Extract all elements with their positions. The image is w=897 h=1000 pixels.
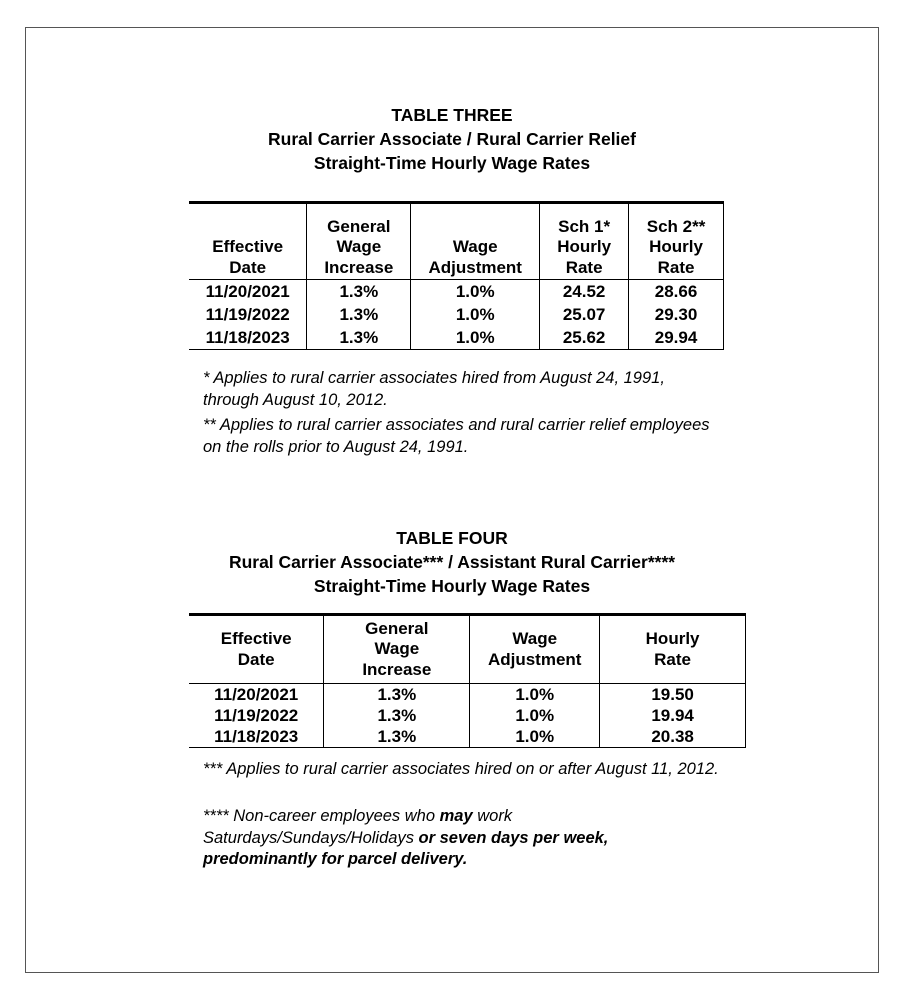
footnote-text: **** Non-career employees who bbox=[203, 807, 440, 825]
cell-general-wage-increase: 1.3% bbox=[307, 280, 411, 304]
cell-wage-adjustment: 1.0% bbox=[470, 705, 600, 726]
table-four-subtitle: Rural Carrier Associate*** / Assistant Rural Carrier**** bbox=[228, 552, 676, 572]
table-row bbox=[189, 280, 724, 304]
header-wage-adjustment: Wage Adjustment bbox=[411, 203, 540, 280]
header-hourly-rate: Hourly Rate bbox=[600, 615, 746, 684]
table-row bbox=[189, 726, 746, 748]
cell-sch2-rate: 29.30 bbox=[629, 303, 724, 326]
table-row bbox=[189, 326, 724, 350]
cell-effective-date: 11/20/2021 bbox=[189, 280, 307, 304]
cell-sch2-rate: 29.94 bbox=[629, 326, 724, 350]
cell-general-wage-increase: 1.3% bbox=[324, 684, 470, 706]
table-three bbox=[189, 201, 724, 350]
cell-effective-date: 11/18/2023 bbox=[189, 326, 307, 350]
header-wage-adjustment: Wage Adjustment bbox=[470, 615, 600, 684]
cell-wage-adjustment: 1.0% bbox=[470, 726, 600, 748]
cell-general-wage-increase: 1.3% bbox=[307, 326, 411, 350]
footnote-emphasis: may bbox=[439, 807, 473, 825]
cell-hourly-rate: 19.50 bbox=[600, 684, 746, 706]
table-four-caption: Straight-Time Hourly Wage Rates bbox=[313, 576, 591, 596]
cell-wage-adjustment: 1.0% bbox=[470, 684, 600, 706]
header-sch1-hourly-rate: Sch 1* Hourly Rate bbox=[540, 203, 629, 280]
table-four-title: TABLE FOUR bbox=[396, 528, 508, 548]
header-general-wage-increase: General Wage Increase bbox=[307, 203, 411, 280]
header-general-wage-increase: General Wage Increase bbox=[324, 615, 470, 684]
header-sch2-hourly-rate: Sch 2** Hourly Rate bbox=[629, 203, 724, 280]
cell-general-wage-increase: 1.3% bbox=[307, 303, 411, 326]
cell-wage-adjustment: 1.0% bbox=[411, 280, 540, 304]
cell-sch1-rate: 25.07 bbox=[540, 303, 629, 326]
table-three-subtitle: Rural Carrier Associate / Rural Carrier Relief bbox=[268, 129, 636, 149]
cell-hourly-rate: 20.38 bbox=[600, 726, 746, 748]
table-header-row bbox=[189, 203, 724, 280]
table-four-footnote-2 bbox=[203, 806, 693, 871]
cell-wage-adjustment: 1.0% bbox=[411, 326, 540, 350]
cell-effective-date: 11/19/2022 bbox=[189, 303, 307, 326]
cell-sch2-rate: 28.66 bbox=[629, 280, 724, 304]
table-row bbox=[189, 303, 724, 326]
cell-hourly-rate: 19.94 bbox=[600, 705, 746, 726]
cell-general-wage-increase: 1.3% bbox=[324, 705, 470, 726]
table-row bbox=[189, 684, 746, 706]
table-three-title: TABLE THREE bbox=[391, 105, 513, 125]
table-four-heading bbox=[25, 526, 879, 598]
table-four-footnote-1: *** Applies to rural carrier associates hired on or after August 11, 2012. bbox=[203, 760, 719, 778]
header-effective-date: Effective Date bbox=[189, 203, 307, 280]
table-row bbox=[189, 705, 746, 726]
cell-sch1-rate: 25.62 bbox=[540, 326, 629, 350]
table-three-caption: Straight-Time Hourly Wage Rates bbox=[313, 153, 591, 173]
header-effective-date: Effective Date bbox=[189, 615, 324, 684]
table-four bbox=[189, 613, 746, 748]
table-header-row bbox=[189, 615, 746, 684]
cell-effective-date: 11/18/2023 bbox=[189, 726, 324, 748]
cell-wage-adjustment: 1.0% bbox=[411, 303, 540, 326]
table-three-footnote-2: ** Applies to rural carrier associates and rural carrier relief employees on the rolls prior to August 24, 1991. bbox=[203, 416, 710, 456]
table-three-footnote-1: * Applies to rural carrier associates hired from August 24, 1991, through August 10, 2012. bbox=[203, 369, 665, 409]
footnote-emphasis: or seven days per week, predominantly for parcel delivery. bbox=[203, 828, 609, 868]
cell-effective-date: 11/20/2021 bbox=[189, 684, 324, 706]
cell-sch1-rate: 24.52 bbox=[540, 280, 629, 304]
footnote-text: work Saturdays/Sundays/Holidays bbox=[203, 807, 513, 847]
cell-effective-date: 11/19/2022 bbox=[189, 705, 324, 726]
table-three-heading bbox=[25, 103, 879, 175]
cell-general-wage-increase: 1.3% bbox=[324, 726, 470, 748]
